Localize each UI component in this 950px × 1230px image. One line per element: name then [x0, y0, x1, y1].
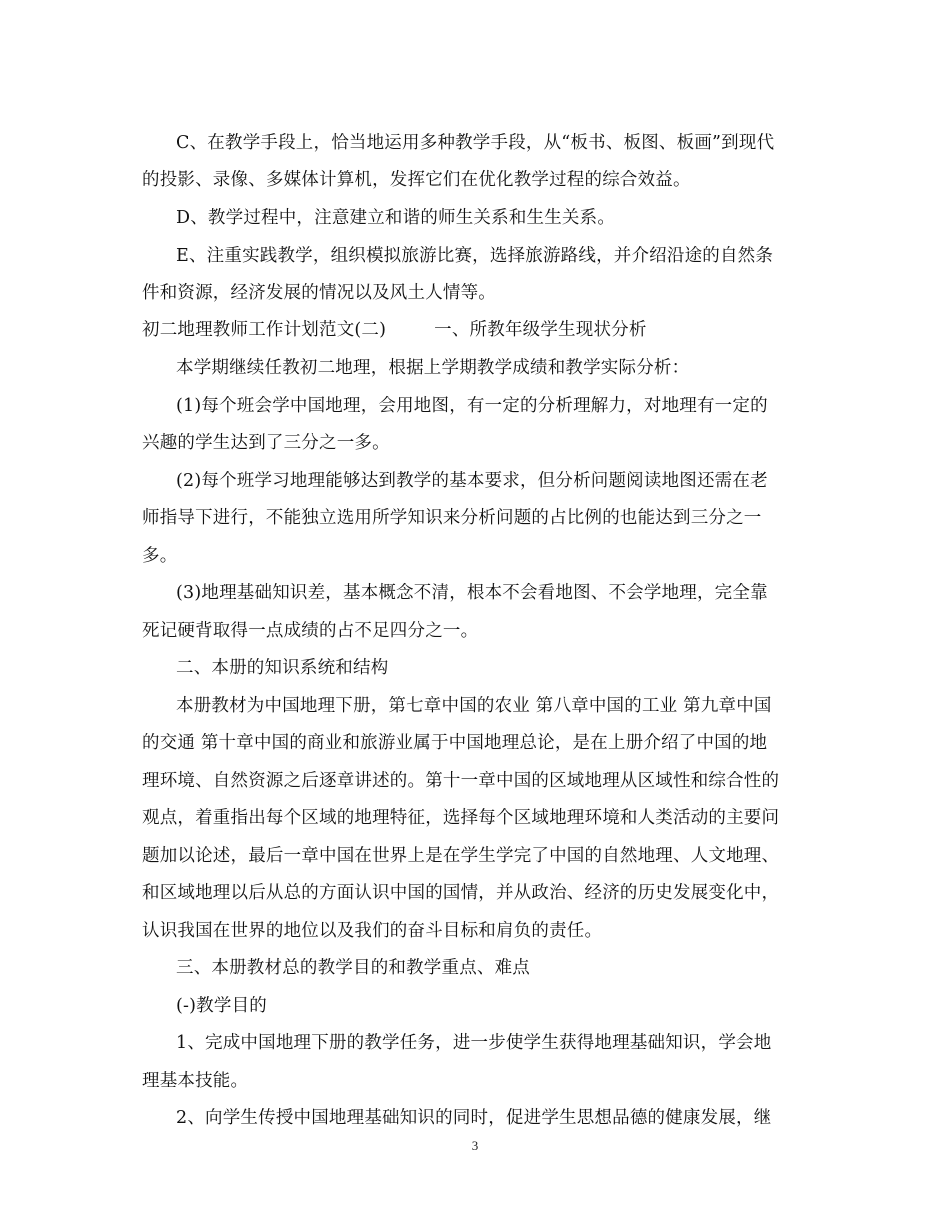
section-3-subheading: (-)教学目的 — [176, 996, 267, 1016]
section-2-line-3: 理环境、自然资源之后逐章讲述的。第十一章中国的区域地理从区域性和综合性的 — [142, 771, 780, 791]
point-3-line-1: (3)地理基础知识差，基本概念不清，根本不会看地图、不会学地理，完全靠 — [176, 583, 768, 603]
section-2-line-7: 认识我国在世界的地位以及我们的奋斗目标和肩负的责任。 — [142, 921, 603, 941]
paragraph-e-line-1: E、注重实践教学，组织模拟旅游比赛，选择旅游路线，并介绍沿途的自然条 — [176, 246, 774, 266]
point-2-line-2: 师指导下进行，不能独立选用所学知识来分析问题的占比例的也能达到三分之一 — [142, 508, 762, 528]
paragraph-c-line-1: C、在教学手段上，恰当地运用多种教学手段，从“板书、板图、板画”到现代 — [176, 133, 775, 153]
section-2-line-2: 的交通 第十章中国的商业和旅游业属于中国地理总论，是在上册介绍了中国的地 — [142, 733, 768, 753]
item-1-line-2: 理基本技能。 — [142, 1071, 249, 1091]
section-2-line-1: 本册教材为中国地理下册，第七章中国的农业 第八章中国的工业 第九章中国 — [176, 696, 772, 716]
paragraph-e-line-2: 件和资源，经济发展的情况以及风土人情等。 — [142, 283, 496, 303]
document-subtitle: 初二地理教师工作计划范文(二) — [142, 320, 387, 340]
point-1-line-2: 兴趣的学生达到了三分之一多。 — [142, 433, 390, 453]
item-1-line-1: 1、完成中国地理下册的教学任务，进一步使学生获得地理基础知识，学会地 — [176, 1033, 772, 1053]
point-1-line-1: (1)每个班会学中国地理，会用地图，有一定的分析理解力，对地理有一定的 — [176, 396, 768, 416]
page-number: 3 — [471, 1138, 479, 1153]
section-2-line-4: 观点，着重指出每个区域的地理特征，选择每个区域地理环境和人类活动的主要问 — [142, 808, 780, 828]
section-2-line-6: 和区域地理以后从总的方面认识中国的国情，并从政治、经济的历史发展变化中， — [142, 883, 780, 903]
section-1-heading: 一、所教年级学生现状分析 — [434, 320, 647, 340]
paragraph-d-line-1: D、教学过程中，注意建立和谐的师生关系和生生关系。 — [176, 208, 616, 228]
section-2-heading: 二、本册的知识系统和结构 — [176, 658, 389, 678]
point-2-line-3: 多。 — [142, 546, 178, 566]
point-2-line-1: (2)每个班学习地理能够达到教学的基本要求，但分析问题阅读地图还需在老 — [176, 471, 768, 491]
section-2-line-5: 题加以论述，最后一章中国在世界上是在学生学完了中国的自然地理、人文地理、 — [142, 846, 780, 866]
paragraph-c-line-2: 的投影、录像、多媒体计算机，发挥它们在优化教学过程的综合效益。 — [142, 170, 691, 190]
point-3-line-2: 死记硬背取得一点成绩的占不足四分之一。 — [142, 621, 479, 641]
item-2-line-1: 2、向学生传授中国地理基础知识的同时，促进学生思想品德的健康发展，继 — [176, 1108, 772, 1128]
intro-paragraph: 本学期继续任教初二地理，根据上学期教学成绩和教学实际分析： — [176, 358, 690, 378]
section-title-row — [0, 318, 950, 342]
section-3-heading: 三、本册教材总的教学目的和教学重点、难点 — [176, 958, 530, 978]
